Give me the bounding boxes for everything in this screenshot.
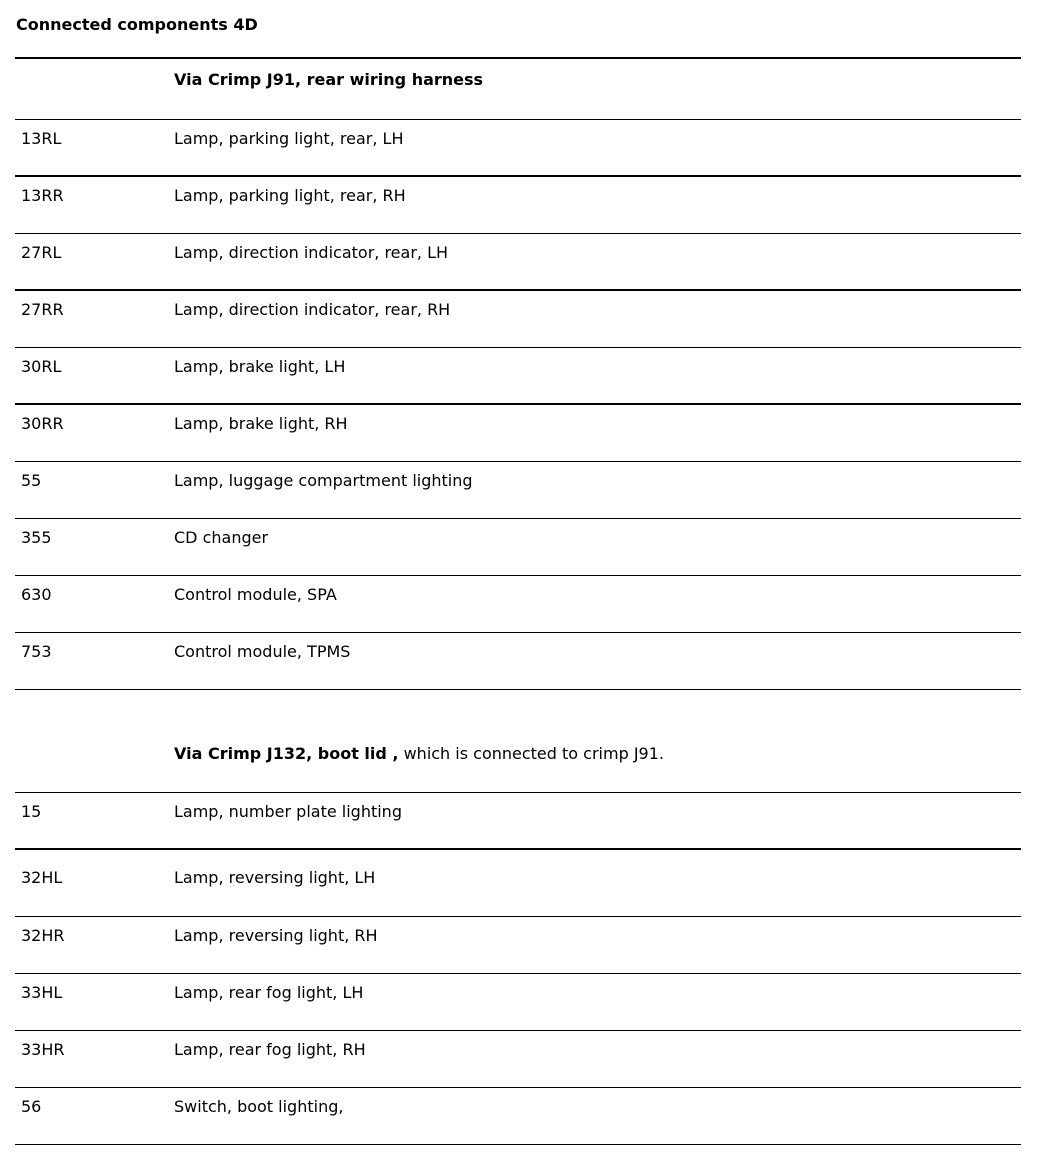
component-code: 33HR — [21, 1040, 65, 1059]
table-row — [15, 576, 1021, 633]
component-code: 33HL — [21, 983, 63, 1002]
components-table-j132 — [15, 792, 1021, 1145]
component-description: Lamp, direction indicator, rear, LH — [174, 243, 449, 262]
table-row — [15, 519, 1021, 576]
table-row — [15, 291, 1021, 348]
table-row — [15, 348, 1021, 405]
table-row — [15, 1088, 1021, 1145]
component-code: 753 — [21, 642, 52, 661]
component-description: Lamp, number plate lighting — [174, 802, 402, 821]
section-heading-j91: Via Crimp J91, rear wiring harness — [174, 70, 484, 89]
component-description: Lamp, rear fog light, RH — [174, 1040, 366, 1059]
component-description: Lamp, parking light, rear, RH — [174, 186, 406, 205]
table-row — [15, 974, 1021, 1031]
table-row — [15, 633, 1021, 690]
component-description: Lamp, luggage compartment lighting — [174, 471, 473, 490]
component-code: 32HL — [21, 868, 63, 887]
components-table-j91 — [15, 57, 1021, 690]
component-code: 56 — [21, 1097, 42, 1116]
component-code: 355 — [21, 528, 52, 547]
table-row — [15, 234, 1021, 291]
component-code: 27RR — [21, 300, 64, 319]
component-code: 30RL — [21, 357, 62, 376]
component-description: Control module, SPA — [174, 585, 337, 604]
component-description: Lamp, reversing light, RH — [174, 926, 378, 945]
page-title: Connected components 4D — [16, 15, 258, 34]
component-description: Lamp, direction indicator, rear, RH — [174, 300, 451, 319]
component-code: 13RL — [21, 129, 62, 148]
table-row — [15, 850, 1021, 917]
component-description: Lamp, brake light, RH — [174, 414, 348, 433]
table-row — [15, 120, 1021, 177]
component-code: 13RR — [21, 186, 64, 205]
section-heading-j132-note: which is connected to crimp J91. — [398, 744, 664, 763]
section-heading-j132 — [174, 743, 664, 765]
component-code: 630 — [21, 585, 52, 604]
component-description: Lamp, parking light, rear, LH — [174, 129, 404, 148]
component-description: Control module, TPMS — [174, 642, 351, 661]
component-code: 55 — [21, 471, 42, 490]
table-row — [15, 177, 1021, 234]
component-description: Lamp, reversing light, LH — [174, 868, 376, 887]
table-row — [15, 917, 1021, 974]
table-header-row — [15, 59, 1021, 120]
component-code: 32HR — [21, 926, 65, 945]
component-description: Lamp, brake light, LH — [174, 357, 346, 376]
table-row — [15, 462, 1021, 519]
component-code: 30RR — [21, 414, 64, 433]
table-row — [15, 405, 1021, 462]
table-row — [15, 1031, 1021, 1088]
component-code: 27RL — [21, 243, 62, 262]
section-heading-j132-bold: Via Crimp J132, boot lid , — [174, 744, 399, 763]
component-description: Lamp, rear fog light, LH — [174, 983, 364, 1002]
table-row — [15, 793, 1021, 850]
component-code: 15 — [21, 802, 42, 821]
component-description: CD changer — [174, 528, 269, 547]
component-description: Switch, boot lighting, — [174, 1097, 344, 1116]
